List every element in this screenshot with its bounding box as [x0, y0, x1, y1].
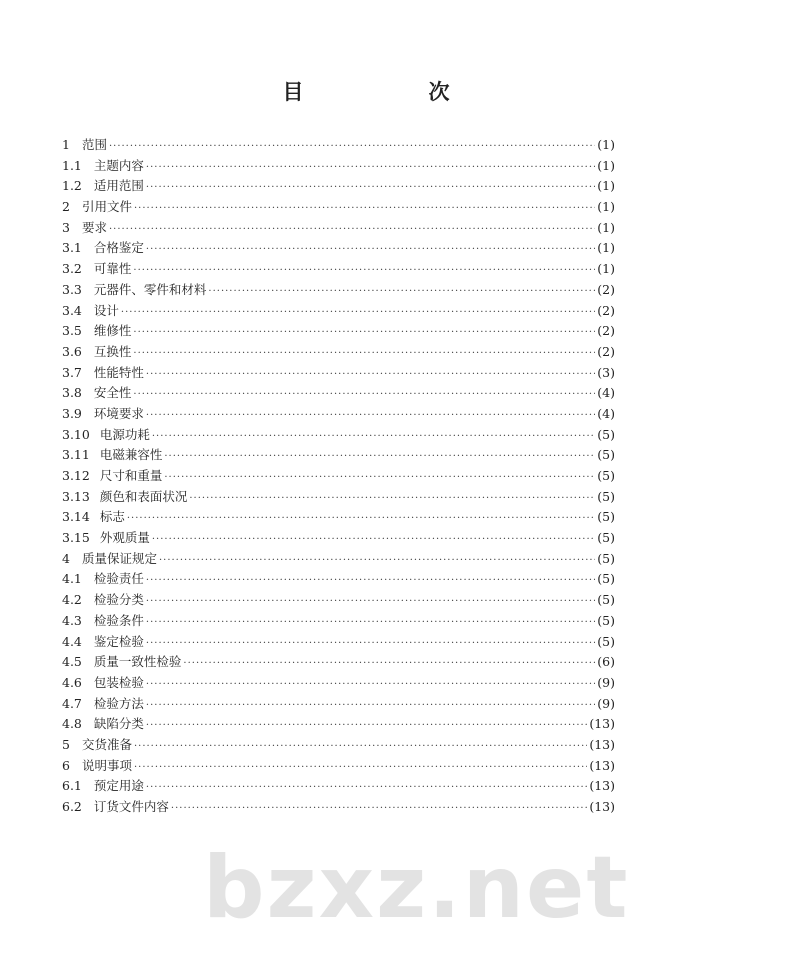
- toc-entry[interactable]: [62, 652, 615, 673]
- entry-number: 3.13: [62, 488, 90, 504]
- dot-leader: [146, 679, 595, 690]
- entry-title: 说明事项: [81, 757, 132, 773]
- toc-entry[interactable]: [62, 549, 615, 570]
- entry-title: 元器件、零件和材料: [93, 281, 207, 297]
- entry-title: 质量保证规定: [81, 550, 157, 566]
- entry-number: 6.1: [62, 778, 82, 794]
- entry-page: (1): [597, 199, 615, 215]
- dot-leader: [164, 451, 595, 462]
- toc-entry[interactable]: [62, 466, 615, 487]
- entry-number: 3: [62, 219, 70, 235]
- entry-number: 4.3: [62, 612, 82, 628]
- toc-entry[interactable]: [62, 135, 615, 156]
- entry-number: 4: [62, 550, 70, 566]
- toc-entry[interactable]: [62, 714, 615, 735]
- dot-leader: [133, 265, 595, 276]
- toc-entry[interactable]: [62, 342, 615, 363]
- entry-page: (5): [597, 592, 615, 608]
- entry-title: 范围: [81, 137, 107, 152]
- entry-page: (1): [597, 219, 615, 235]
- dot-leader: [152, 534, 595, 545]
- toc-entry[interactable]: [62, 238, 615, 259]
- entry-page: (3): [597, 364, 615, 380]
- entry-title: 预定用途: [93, 778, 144, 794]
- toc-entry[interactable]: [62, 301, 615, 322]
- entry-number: 4.5: [62, 654, 82, 670]
- entry-title: 质量一致性检验: [93, 654, 182, 670]
- entry-title: 交货准备: [81, 736, 132, 752]
- entry-title: 鉴定检验: [93, 633, 144, 649]
- entry-number: 4.7: [62, 695, 82, 711]
- dot-leader: [109, 224, 595, 235]
- dot-leader: [146, 162, 595, 173]
- entry-number: 3.3: [62, 281, 82, 297]
- entry-number: 2: [62, 199, 70, 215]
- dot-leader: [146, 720, 587, 731]
- dot-leader: [133, 348, 595, 359]
- toc-entry[interactable]: [62, 218, 615, 239]
- entry-title: 电磁兼容性: [99, 447, 163, 463]
- dot-leader: [146, 617, 595, 628]
- entry-page: (1): [597, 240, 615, 256]
- entry-number: 4.1: [62, 571, 82, 587]
- entry-title: 合格鉴定: [93, 240, 144, 256]
- entry-title: 主题内容: [93, 157, 144, 173]
- entry-page: (1): [597, 261, 615, 277]
- dot-leader: [146, 638, 595, 649]
- dot-leader: [146, 369, 595, 380]
- dot-leader: [159, 555, 595, 566]
- entry-number: 4.2: [62, 592, 82, 608]
- entry-title: 环境要求: [93, 405, 144, 421]
- dot-leader: [152, 431, 595, 442]
- toc-entry[interactable]: [62, 673, 615, 694]
- entry-title: 要求: [81, 219, 107, 235]
- entry-page: (5): [597, 550, 615, 566]
- entry-title: 引用文件: [81, 199, 132, 215]
- dot-leader: [208, 286, 595, 297]
- toc-entry[interactable]: [62, 176, 615, 197]
- dot-leader: [146, 410, 595, 421]
- entry-page: (13): [589, 757, 615, 773]
- toc-entry[interactable]: [62, 776, 615, 797]
- toc-entry[interactable]: [62, 569, 615, 590]
- toc-entry[interactable]: [62, 528, 615, 549]
- entry-number: 1: [62, 137, 70, 152]
- entry-page: (5): [597, 612, 615, 628]
- dot-leader: [121, 307, 595, 318]
- dot-leader: [146, 244, 595, 255]
- entry-page: (13): [589, 778, 615, 794]
- entry-page: (13): [589, 716, 615, 732]
- toc-entry[interactable]: [62, 280, 615, 301]
- toc-entry[interactable]: [62, 425, 615, 446]
- entry-number: 3.1: [62, 240, 82, 256]
- entry-number: 1.1: [62, 157, 82, 173]
- entry-number: 5: [62, 736, 70, 752]
- entry-number: 3.10: [62, 426, 90, 442]
- toc-entry[interactable]: [62, 363, 615, 384]
- entry-number: 3.11: [62, 447, 90, 463]
- entry-title: 外观质量: [99, 530, 150, 546]
- entry-page: (13): [589, 799, 615, 814]
- entry-page: (5): [597, 571, 615, 587]
- entry-number: 1.2: [62, 178, 82, 194]
- entry-number: 6.2: [62, 799, 82, 814]
- entry-number: 3.9: [62, 405, 82, 421]
- entry-title: 可靠性: [93, 261, 132, 277]
- entry-title: 互换性: [93, 343, 132, 359]
- dot-leader: [127, 513, 595, 524]
- entry-page: (5): [597, 509, 615, 525]
- toc-entry[interactable]: [62, 632, 615, 653]
- entry-page: (1): [597, 178, 615, 194]
- dot-leader: [146, 700, 595, 711]
- toc-entry[interactable]: [62, 756, 615, 777]
- entry-number: 6: [62, 757, 70, 773]
- dot-leader: [133, 389, 595, 400]
- entry-title: 颜色和表面状况: [99, 488, 188, 504]
- entry-page: (13): [589, 736, 615, 752]
- entry-page: (5): [597, 530, 615, 546]
- entry-title: 订货文件内容: [93, 799, 169, 814]
- dot-leader: [183, 658, 595, 669]
- toc-entry[interactable]: [62, 445, 615, 466]
- entry-title: 安全性: [93, 385, 132, 401]
- dot-leader: [133, 327, 595, 338]
- toc-entry[interactable]: [62, 383, 615, 404]
- dot-leader: [134, 741, 587, 752]
- dot-leader: [109, 141, 595, 152]
- table-of-contents: [62, 135, 615, 818]
- entry-number: 3.5: [62, 323, 82, 339]
- entry-title: 检验方法: [93, 695, 144, 711]
- entry-number: 3.12: [62, 468, 90, 483]
- dot-leader: [134, 762, 587, 773]
- toc-entry[interactable]: [62, 156, 615, 177]
- entry-number: 3.14: [62, 509, 90, 525]
- entry-title: 检验分类: [93, 592, 144, 608]
- entry-number: 3.4: [62, 302, 82, 318]
- entry-page: (9): [597, 674, 615, 690]
- dot-leader: [146, 182, 595, 193]
- toc-entry[interactable]: [62, 611, 615, 632]
- entry-number: 4.8: [62, 716, 82, 732]
- entry-title: 适用范围: [93, 178, 144, 194]
- toc-entry[interactable]: [62, 694, 615, 715]
- dot-leader: [164, 472, 595, 483]
- entry-title: 设计: [93, 302, 119, 318]
- dot-leader: [189, 493, 595, 504]
- entry-number: 3.6: [62, 343, 82, 359]
- entry-page: (6): [597, 654, 615, 670]
- entry-page: (5): [597, 633, 615, 649]
- dot-leader: [134, 203, 595, 214]
- toc-entry[interactable]: [62, 321, 615, 342]
- entry-number: 3.8: [62, 385, 82, 401]
- toc-entry[interactable]: [62, 487, 615, 508]
- entry-page: (2): [597, 281, 615, 297]
- toc-entry[interactable]: [62, 735, 615, 756]
- dot-leader: [146, 596, 595, 607]
- entry-title: 维修性: [93, 323, 132, 339]
- entry-page: (1): [597, 157, 615, 173]
- watermark: bzxz.net: [203, 838, 630, 938]
- entry-page: (5): [597, 488, 615, 504]
- toc-entry[interactable]: [62, 590, 615, 611]
- entry-page: (5): [597, 426, 615, 442]
- entry-title: 检验条件: [93, 612, 144, 628]
- entry-number: 4.4: [62, 633, 82, 649]
- entry-title: 缺陷分类: [93, 716, 144, 732]
- dot-leader: [146, 575, 595, 586]
- entry-page: (5): [597, 468, 615, 483]
- dot-leader: [171, 803, 587, 814]
- entry-page: (4): [597, 405, 615, 421]
- toc-entry[interactable]: [62, 507, 615, 528]
- toc-entry[interactable]: [62, 404, 615, 425]
- entry-number: 4.6: [62, 674, 82, 690]
- entry-page: (9): [597, 695, 615, 711]
- entry-page: (2): [597, 302, 615, 318]
- entry-page: (4): [597, 385, 615, 401]
- toc-entry[interactable]: [62, 259, 615, 280]
- entry-number: 3.7: [62, 364, 82, 380]
- entry-page: (2): [597, 323, 615, 339]
- entry-title: 性能特性: [93, 364, 144, 380]
- entry-page: (2): [597, 343, 615, 359]
- toc-entry[interactable]: [62, 197, 615, 218]
- entry-title: 包装检验: [93, 674, 144, 690]
- entry-page: (5): [597, 447, 615, 463]
- entry-title: 检验责任: [93, 571, 144, 587]
- entry-title: 电源功耗: [99, 426, 150, 442]
- toc-entry[interactable]: [62, 797, 615, 818]
- entry-title: 尺寸和重量: [99, 468, 163, 483]
- entry-page: (1): [597, 137, 615, 152]
- entry-number: 3.15: [62, 530, 90, 546]
- page-title: 目 次: [282, 80, 502, 104]
- dot-leader: [146, 782, 587, 793]
- entry-number: 3.2: [62, 261, 82, 277]
- entry-title: 标志: [99, 509, 125, 525]
